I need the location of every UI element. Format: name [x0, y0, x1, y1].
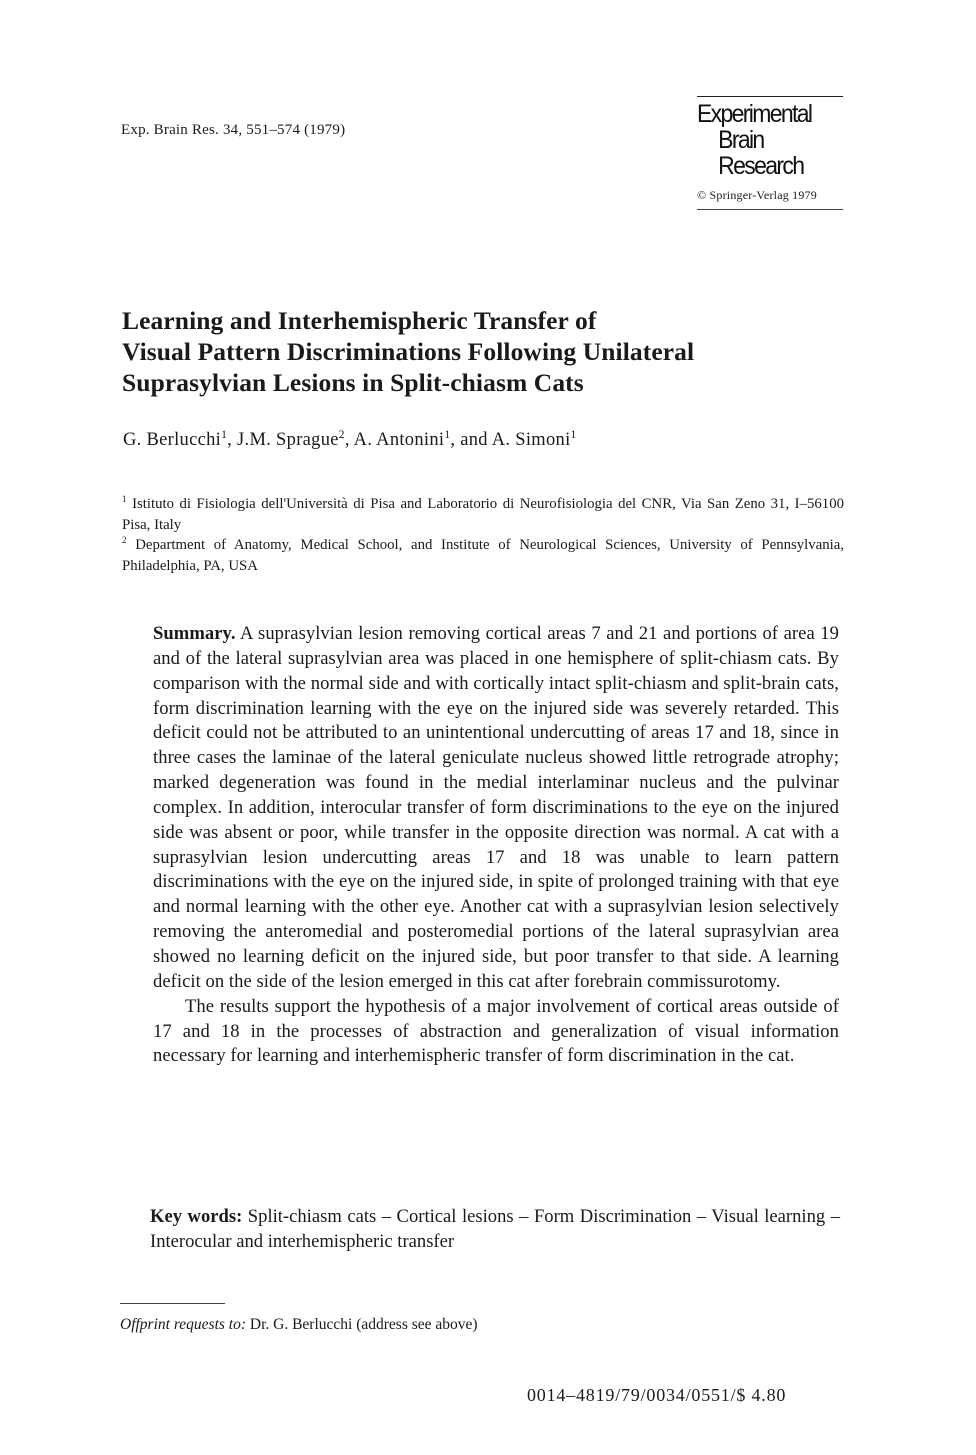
keywords-text: Split-chiasm cats – Cortical lesions – Form Discrimination – Visual learning – Interocular and interhemispheric transfer — [150, 1206, 840, 1252]
affiliation-text: Istituto di Fisiologia dell'Università di Pisa and Laboratorio di Neurofisiologia del CNR, Via San Zeno 31, I–56100 Pisa, Italy — [122, 496, 844, 533]
author-separator: , — [227, 430, 238, 450]
summary-section — [153, 622, 839, 1069]
summary-paragraph — [153, 622, 839, 995]
affiliation-marker: 2 — [338, 428, 345, 441]
affiliation-marker: 1 — [570, 428, 577, 441]
author-list — [123, 430, 577, 451]
affiliation-marker: 1 — [221, 428, 228, 441]
journal-name-line: Brain — [718, 126, 764, 154]
author-name: J.M. Sprague — [237, 430, 339, 450]
summary-paragraph: The results support the hypothesis of a major involvement of cortical areas outside of 17 and 18 in the processes of abstraction and generalization of visual information necessary for learning and interhemispheric transfer of form discrimination in the cat. — [153, 995, 839, 1067]
summary-text: A suprasylvian lesion removing cortical areas 7 and 21 and portions of area 19 and of the lateral suprasylvian area was placed in one hemisphere of split-chiasm cats. By comparison with the normal side and with cortically intact split-chiasm and split-brain cats, form discrimination learning with the eye on the injured side was severely retarded. This deficit could not be attributed to an unintentional undercutting of areas 17 and 18, since in three cases the laminae of the lateral geniculate nucleus showed little retrograde atrophy; marked degeneration was found in the medial interlaminar nucleus and the pulvinar complex. In addition, interocular transfer of form discriminations to the eye on the injured side was absent or poor, while transfer in the opposite direction was normal. A cat with a suprasylvian lesion undercutting areas 17 and 18 was unable to learn pattern discriminations with the eye on the injured side, in spite of prolonged training with that eye and normal learning with the other eye. Another cat with a suprasylvian lesion selectively removing the anteromedial and posteromedial portions of the lateral suprasylvian area showed no learning deficit on the injured side, but poor transfer to that side. A learning deficit on the side of the lesion emerged in this cat after forebrain commissurotomy. — [153, 623, 839, 992]
divider — [697, 96, 843, 97]
author-name: G. Berlucchi — [123, 430, 222, 450]
author-name: A. Antonini — [353, 430, 445, 450]
affiliation — [122, 494, 844, 535]
offprint-note — [120, 1316, 478, 1334]
article-title — [122, 305, 862, 398]
copyright-notice: © Springer-Verlag 1979 — [697, 188, 817, 202]
offprint-text: Dr. G. Berlucchi (address see above) — [246, 1316, 478, 1333]
affiliation-number: 2 — [122, 535, 127, 546]
affiliation — [122, 535, 844, 576]
author-name: A. Simoni — [491, 430, 571, 450]
summary-label: Summary. — [153, 623, 236, 644]
footnote-divider — [120, 1303, 225, 1304]
affiliations — [122, 494, 844, 576]
journal-name-line: Experimental — [697, 100, 812, 128]
article-code: 0014–4819/79/0034/0551/$ 4.80 — [527, 1385, 787, 1405]
keywords-section — [150, 1205, 840, 1254]
affiliation-text: Department of Anatomy, Medical School, and Institute of Neurological Sciences, University of Pennsylvania, Philadelphia, PA, USA — [122, 537, 844, 574]
title-line: Suprasylvian Lesions in Split-chiasm Cats — [122, 368, 584, 397]
author-separator: , and — [450, 430, 492, 450]
journal-citation: Exp. Brain Res. 34, 551–574 (1979) — [121, 122, 346, 138]
affiliation-marker: 1 — [444, 428, 451, 441]
divider — [697, 209, 843, 210]
journal-name-line: Research — [718, 152, 804, 180]
keywords-label: Key words: — [150, 1206, 243, 1227]
journal-logo — [697, 96, 843, 210]
offprint-label: Offprint requests to: — [120, 1316, 247, 1333]
title-line: Learning and Interhemispheric Transfer of — [122, 306, 597, 335]
journal-name — [697, 101, 831, 179]
title-line: Visual Pattern Discriminations Following Unilateral — [122, 337, 695, 366]
author-separator: , — [344, 430, 354, 450]
affiliation-number: 1 — [122, 494, 127, 505]
